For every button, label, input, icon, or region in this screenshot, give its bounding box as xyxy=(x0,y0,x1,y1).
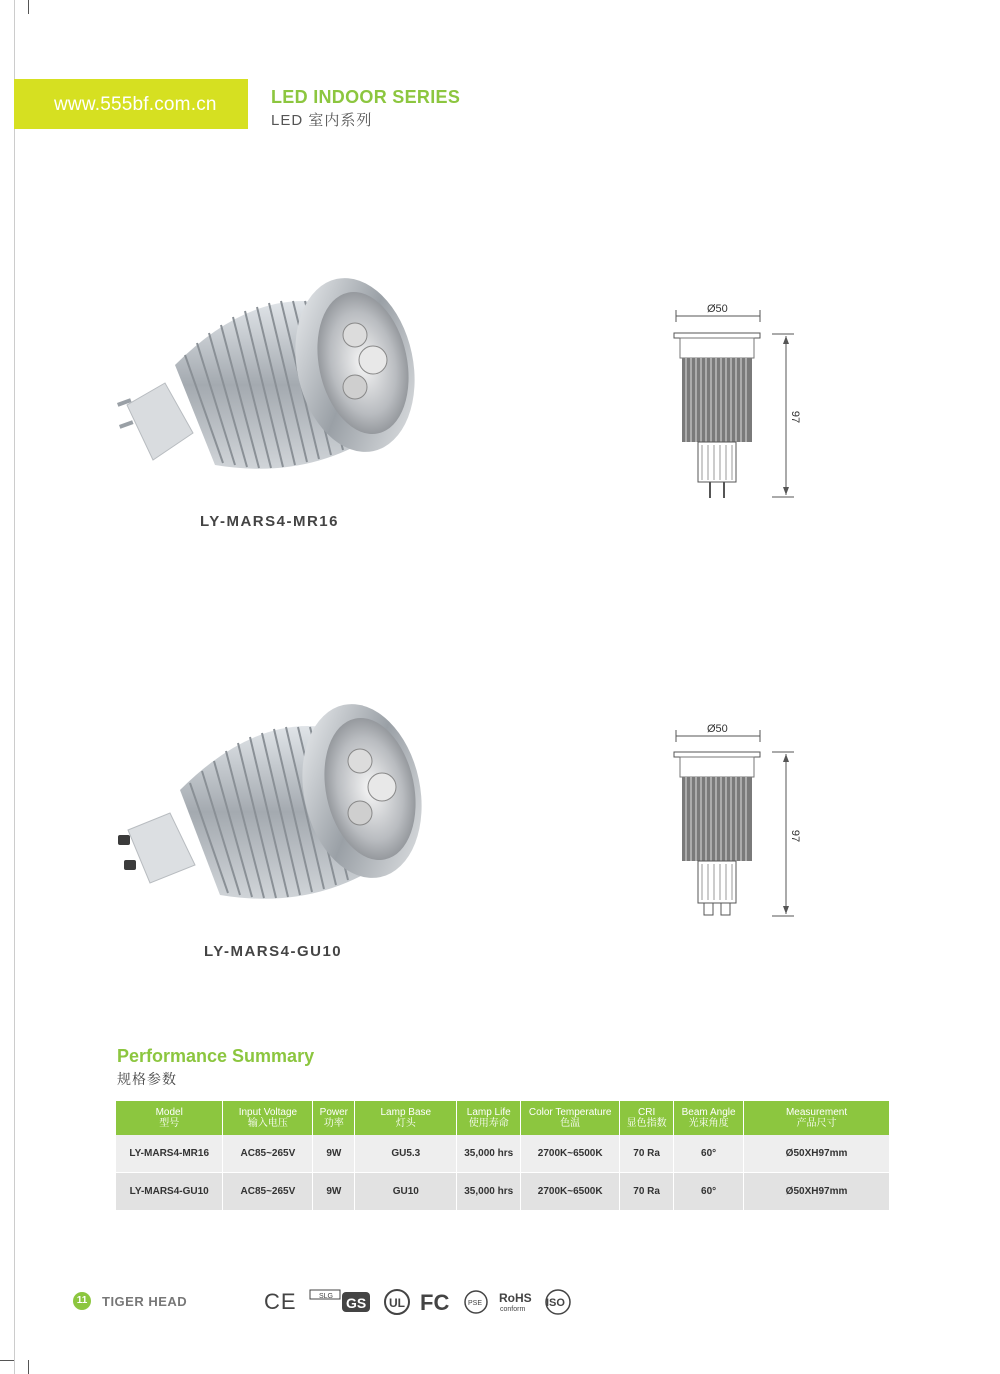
performance-subtitle: 规格参数 xyxy=(117,1071,177,1087)
cell-color-temperature: 2700K~6500K xyxy=(521,1173,620,1211)
iso-mark-icon: ISO xyxy=(546,1297,565,1309)
crop-mark-top-left xyxy=(28,0,29,14)
series-subtitle: LED 室内系列 xyxy=(271,112,373,129)
col-header-beam-angle: Beam Angle 光束角度 xyxy=(674,1101,744,1135)
ul-mark-icon: UL xyxy=(389,1296,405,1310)
website-url: www.555bf.com.cn xyxy=(54,94,217,115)
spec-table xyxy=(116,1101,890,1210)
cell-input-voltage: AC85~265V xyxy=(223,1135,313,1173)
col-header-color-temperature: Color Temperature 色温 xyxy=(521,1101,620,1135)
dimension-drawing-gu10 xyxy=(668,720,808,925)
pse-mark-icon: PSE xyxy=(468,1300,483,1307)
cell-cri: 70 Ra xyxy=(620,1173,674,1211)
dimension-diameter-gu10: Ø50 xyxy=(707,723,728,735)
ce-mark-icon: CE xyxy=(264,1289,297,1314)
cell-power: 9W xyxy=(313,1173,355,1211)
crop-mark-left-edge xyxy=(14,0,15,1374)
cell-cri: 70 Ra xyxy=(620,1135,674,1173)
col-header-lamp-base: Lamp Base 灯头 xyxy=(355,1101,457,1135)
product-image-mr16 xyxy=(105,265,425,485)
cell-color-temperature: 2700K~6500K xyxy=(521,1135,620,1173)
table-row xyxy=(116,1173,890,1211)
col-header-measurement: Measurement 产品尺寸 xyxy=(744,1101,890,1135)
page-number: 11 xyxy=(73,1292,91,1310)
col-header-lamp-life: Lamp Life 使用寿命 xyxy=(457,1101,521,1135)
product-model-gu10: LY-MARS4-GU10 xyxy=(204,943,343,960)
cell-measurement: Ø50XH97mm xyxy=(744,1173,890,1211)
series-title: LED INDOOR SERIES xyxy=(271,87,461,107)
table-row xyxy=(116,1135,890,1173)
cell-power: 9W xyxy=(313,1135,355,1173)
product-model-mr16: LY-MARS4-MR16 xyxy=(200,513,339,530)
cell-beam-angle: 60° xyxy=(674,1173,744,1211)
rohs-conform-icon: conform xyxy=(500,1306,526,1313)
brand-name: TIGER HEAD xyxy=(102,1294,188,1309)
dimension-height-mr16: 97 xyxy=(789,410,802,424)
crop-mark-bottom-line xyxy=(0,1360,14,1361)
cell-lamp-life: 35,000 hrs xyxy=(457,1135,521,1173)
cell-model: LY-MARS4-MR16 xyxy=(116,1135,223,1173)
fc-mark-icon: FC xyxy=(420,1290,450,1315)
cell-beam-angle: 60° xyxy=(674,1135,744,1173)
rohs-mark-icon: RoHS xyxy=(499,1291,532,1305)
col-header-power: Power 功率 xyxy=(313,1101,355,1135)
cell-measurement: Ø50XH97mm xyxy=(744,1135,890,1173)
certification-logos xyxy=(264,1287,584,1317)
dimension-drawing-mr16 xyxy=(668,300,808,505)
cell-model: LY-MARS4-GU10 xyxy=(116,1173,223,1211)
product-image-gu10 xyxy=(110,695,430,915)
cell-lamp-life: 35,000 hrs xyxy=(457,1173,521,1211)
website-banner xyxy=(14,79,248,129)
cell-lamp-base: GU10 xyxy=(355,1173,457,1211)
dimension-height-gu10: 97 xyxy=(789,829,802,843)
cell-lamp-base: GU5.3 xyxy=(355,1135,457,1173)
spec-table-header xyxy=(116,1101,890,1135)
crop-mark-bottom-left xyxy=(28,1360,29,1374)
col-header-cri: CRI 显色指数 xyxy=(620,1101,674,1135)
performance-title: Performance Summary xyxy=(117,1046,315,1066)
slg-mark-icon: SLG xyxy=(319,1293,334,1300)
dimension-diameter-mr16: Ø50 xyxy=(707,303,728,315)
gs-mark-icon: GS xyxy=(346,1295,367,1311)
cell-input-voltage: AC85~265V xyxy=(223,1173,313,1211)
col-header-model: Model 型号 xyxy=(116,1101,223,1135)
col-header-input-voltage: Input Voltage 输入电压 xyxy=(223,1101,313,1135)
